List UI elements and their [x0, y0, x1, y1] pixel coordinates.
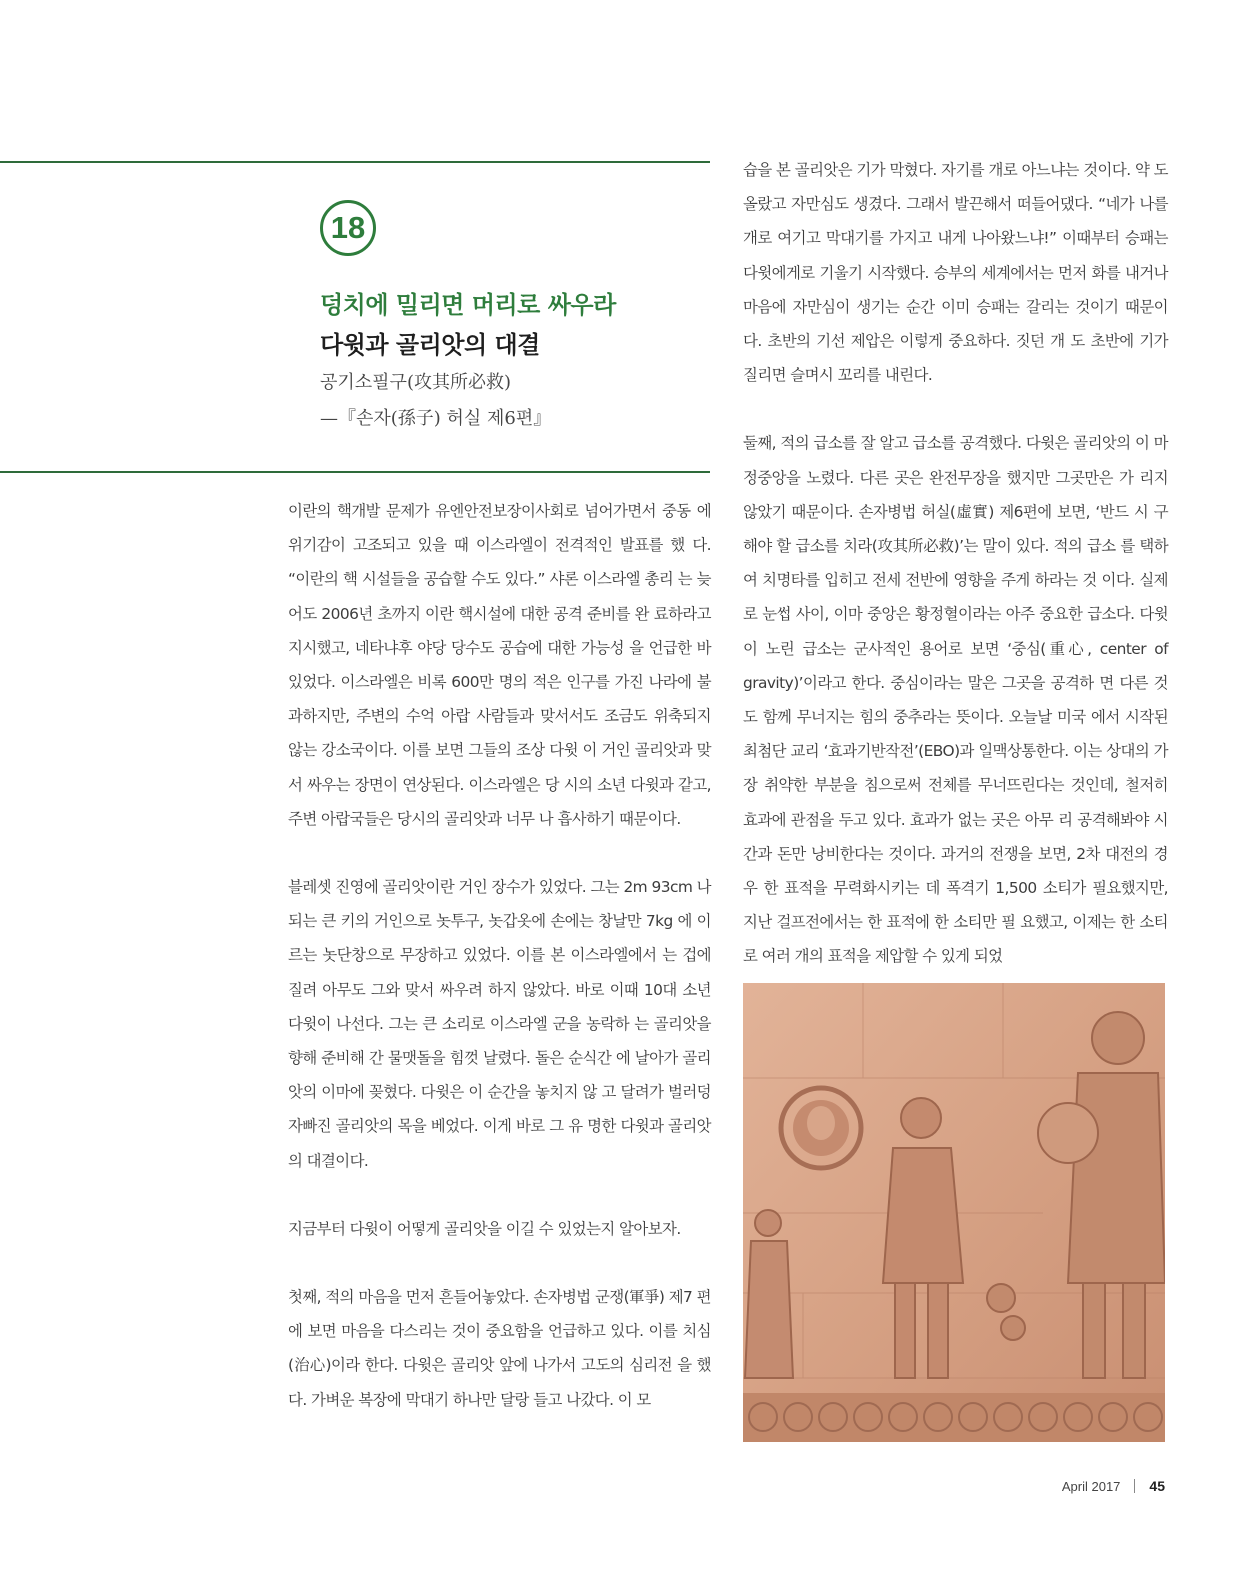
paragraph: 첫째, 적의 마음을 먼저 흔들어놓았다. 손자병법 군쟁(軍爭) 제7 편에 보면 마음을 다스리는 것이 중요함을 언급하고 있다. 이를 치심(治心)이라 한다. 다윗은 골리앗 앞에 나가서 고도의 심리전 을 했다. 가벼운 복장에 막대기 하나만 달랑 들고 나갔다. 이 모: [288, 1288, 712, 1409]
stone-relief-image: [743, 983, 1165, 1442]
paragraph: 이란의 핵개발 문제가 유엔안전보장이사회로 넘어가면서 중동 에 위기감이 고조되고 있을 때 이스라엘이 전격적인 발표를 했 다. “이란의 핵 시설들을 공습할 수도 있다.” 샤론 이스라엘 총리 는 늦어도 2006년 초까지 이란 핵시설에 대한 공격 준비를 완 료하라고 지시했고, 네타냐후 야당 당수도 공습에 대한 가능성 을 언급한 바 있었다. 이스라엘은 비록 600만 명의 적은 인구를 가진 나라에 불과하지만, 주변의 수억 아랍 사람들과 맞서서도 조금도 위축되지 않는 강소국이다. 이를 보면 그들의 조상 다윗 이 거인 골리앗과 맞서 싸우는 장면이 연상된다. 이스라엘은 당 시의 소년 다윗과 같고, 주변 아랍국들은 당시의 골리앗과 너무 나 흡사하기 때문이다.: [288, 502, 712, 828]
footer-separator: [1134, 1479, 1135, 1493]
section-number-badge: [320, 200, 376, 256]
quote-source: —『손자(孫子) 허실 제6편』: [320, 408, 552, 429]
headline: 덩치에 밀리면 머리로 싸우라: [320, 291, 616, 319]
subheadline: 다윗과 골리앗의 대결: [320, 331, 540, 359]
paragraph: 지금부터 다윗이 어떻게 골리앗을 이길 수 있었는지 알아보자.: [288, 1219, 681, 1238]
quote-phrase: 공기소필구(攻其所必救): [320, 372, 511, 393]
top-divider: [0, 161, 710, 163]
paragraph: 블레셋 진영에 골리앗이란 거인 장수가 있었다. 그는 2m 93cm 나 되는 큰 키의 거인으로 놋투구, 놋갑옷에 손에는 창날만 7kg 에 이르는 놋단창으로 무장하고 있었다. 이를 본 이스라엘에서 는 겁에 질려 아무도 그와 맞서 싸우려 하지 않았다. 바로 이때 10대 소년 다윗이 나선다. 그는 큰 소리로 이스라엘 군을 농락하 는 골리앗을 향해 준비해 간 물맷돌을 힘껏 날렸다. 돌은 순식간 에 날아가 골리앗의 이마에 꽂혔다. 다윗은 이 순간을 놓치지 않 고 달려가 벌러덩 자빠진 골리앗의 목을 베었다. 이게 바로 그 유 명한 다윗과 골리앗의 대결이다.: [288, 878, 712, 1170]
section-number: 18: [330, 210, 366, 245]
page-footer: [1062, 1478, 1165, 1494]
paragraph: 습을 본 골리앗은 기가 막혔다. 자기를 개로 아느냐는 것이다. 약 도 올랐고 자만심도 생겼다. 그래서 발끈해서 떠들어댔다. “네가 나를 개로 여기고 막대기를 가지고 내게 나아왔느냐!” 이때부터 승패는 다윗에게로 기울기 시작했다. 승부의 세계에서는 먼저 화를 내거나 마음에 자만심이 생기는 순간 이미 승패는 갈리는 것이기 때문이다. 초반의 기선 제압은 이렇게 중요하다. 짓던 개 도 초반에 기가 질리면 슬며시 꼬리를 내린다.: [743, 161, 1169, 385]
page-number: 45: [1149, 1478, 1165, 1494]
issue-date: April 2017: [1061, 1478, 1121, 1494]
right-column: [743, 153, 1168, 974]
bottom-divider: [0, 471, 710, 473]
paragraph: 둘째, 적의 급소를 잘 알고 급소를 공격했다. 다윗은 골리앗의 이 마 정중앙을 노렸다. 다른 곳은 완전무장을 했지만 그곳만은 가 리지 않았기 때문이다. 손자병법 허실(虛實) 제6편에 보면, ‘반드 시 구해야 할 급소를 치라(攻其所必救)’는 말이 있다. 적의 급소 를 택하여 치명타를 입히고 전세 전반에 영향을 주게 하라는 것 이다. 실제로 눈썹 사이, 이마 중앙은 황정혈이라는 아주 중요한 급소다. 다윗이 노린 급소는 군사적인 용어로 보면 ‘중심(重心, center of gravity)’이라고 한다. 중심이라는 말은 그곳을 공격하 면 다른 것도 함께 무너지는 힘의 중추라는 뜻이다. 오늘날 미국 에서 시작된 최첨단 교리 ‘효과기반작전’(EBO)과 일맥상통한다. 이는 상대의 가장 취약한 부분을 침으로써 전체를 무너뜨린다는 것인데, 철저히 효과에 관점을 두고 있다. 효과가 없는 곳은 아무 리 공격해봐야 시간과 돈만 낭비한다는 것이다. 과거의 전쟁을 보면, 2차 대전의 경우 한 표적을 무력화시키는 데 폭격기 1,500 소티가 필요했지만, 지난 걸프전에서는 한 표적에 한 소티만 필 요했고, 이제는 한 소티로 여러 개의 표적을 제압할 수 있게 되었: [743, 434, 1169, 966]
left-column: [288, 494, 711, 1417]
